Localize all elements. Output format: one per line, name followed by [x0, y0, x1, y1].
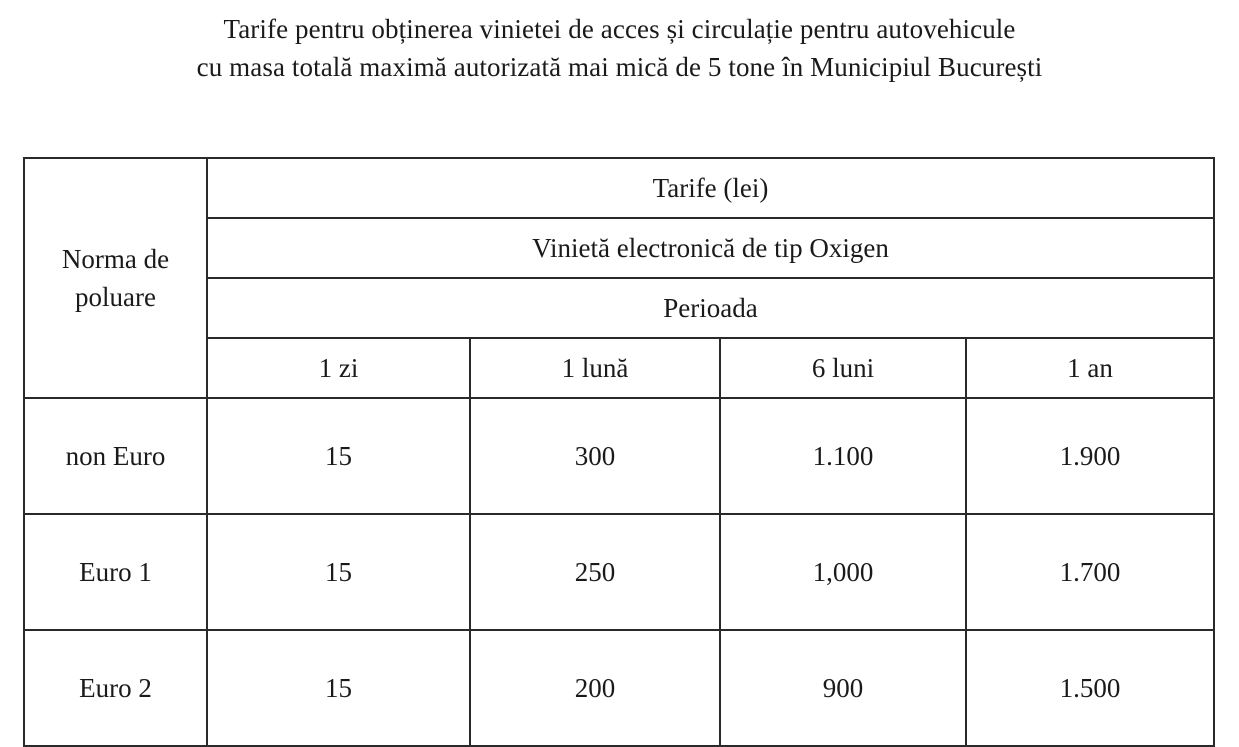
value-cell: 1.500	[966, 630, 1214, 746]
norm-cell: Euro 2	[24, 630, 207, 746]
norm-header-cell	[24, 158, 207, 398]
vignette-header-cell: Vinietă electronică de tip Oxigen	[207, 218, 1214, 278]
period-1-luna: 1 lună	[470, 338, 720, 398]
norm-header-line-2: poluare	[75, 282, 156, 312]
period-1-an: 1 an	[966, 338, 1214, 398]
norm-cell: non Euro	[24, 398, 207, 514]
period-1-zi: 1 zi	[207, 338, 470, 398]
value-cell: 1.900	[966, 398, 1214, 514]
value-cell: 1.100	[720, 398, 966, 514]
tariffs-header-cell: Tarife (lei)	[207, 158, 1214, 218]
value-cell: 15	[207, 398, 470, 514]
document-title	[0, 10, 1239, 86]
title-line-1: Tarife pentru obținerea vinietei de acces și circulație pentru autovehicule	[223, 14, 1016, 44]
norm-header-line-1: Norma de	[61, 244, 170, 274]
table-row	[24, 514, 1214, 630]
value-cell: 15	[207, 514, 470, 630]
period-header-cell: Perioada	[207, 278, 1214, 338]
value-cell: 200	[470, 630, 720, 746]
norm-cell: Euro 1	[24, 514, 207, 630]
table-row	[24, 630, 1214, 746]
period-6-luni: 6 luni	[720, 338, 966, 398]
value-cell: 15	[207, 630, 470, 746]
table-row	[24, 398, 1214, 514]
title-line-2: cu masa totală maximă autorizată mai mică de 5 tone în Municipiul București	[196, 52, 1043, 82]
tariffs-table	[23, 157, 1215, 747]
value-cell: 900	[720, 630, 966, 746]
header-row-tariffs	[24, 158, 1214, 218]
value-cell: 250	[470, 514, 720, 630]
value-cell: 1,000	[720, 514, 966, 630]
value-cell: 1.700	[966, 514, 1214, 630]
value-cell: 300	[470, 398, 720, 514]
